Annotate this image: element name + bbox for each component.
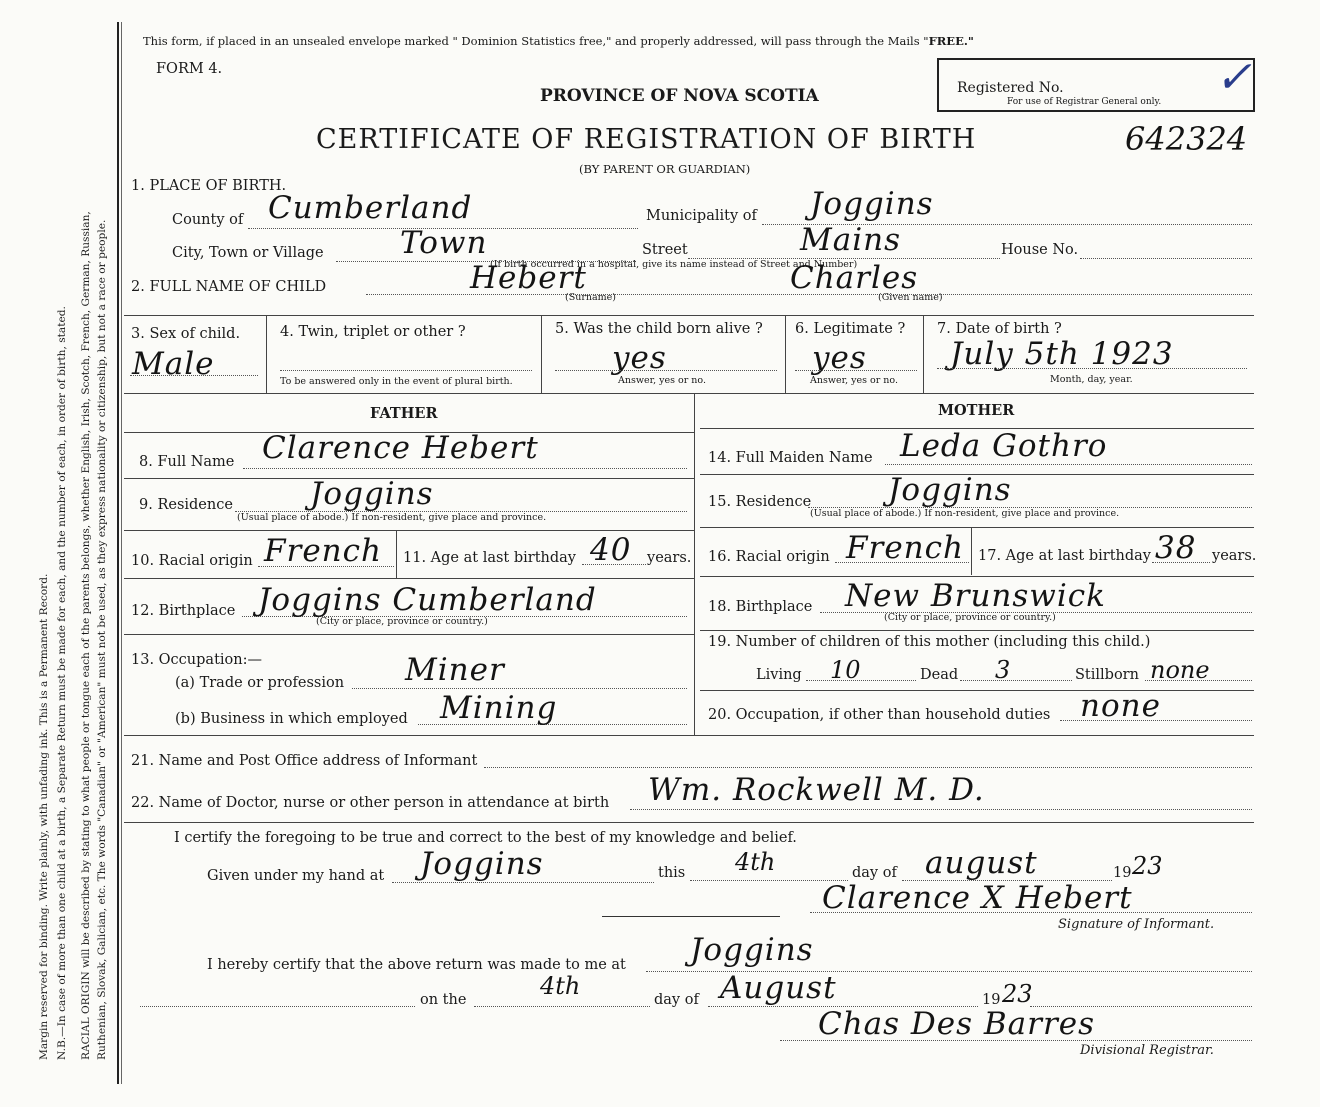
mother-age-value: 38 xyxy=(1155,530,1197,566)
twin-label: 4. Twin, triplet or other ? xyxy=(280,324,466,340)
father-race-value: French xyxy=(264,533,382,569)
page-title: CERTIFICATE OF REGISTRATION OF BIRTH xyxy=(316,124,977,155)
mother-birthplace-note: (City or place, province or country.) xyxy=(884,612,1056,623)
mother-name-value: Leda Gothro xyxy=(900,428,1108,464)
living-value: 10 xyxy=(830,656,861,684)
margin-note-3: RACIAL ORIGIN will be described by stating to what people or tongue each of the parents belongs, whether English, Irish, Scotch, French, German, Russian, xyxy=(80,211,92,1060)
legitimate-label: 6. Legitimate ? xyxy=(795,321,906,337)
registered-no-box xyxy=(937,52,1255,112)
born-alive-label: 5. Was the child born alive ? xyxy=(555,321,763,337)
registrar-year-value: 23 xyxy=(1002,980,1033,1008)
margin-note-4: Ruthenian, Slovak, Galician, etc. The words "Canadian" or "American" must not be used, as they express nationality or citizenship, but not a race or people. xyxy=(96,219,108,1060)
father-business-label: (b) Business in which employed xyxy=(175,711,408,727)
father-birthplace-note: (City or place, province or country.) xyxy=(316,616,488,627)
registered-no-label: Registered No. xyxy=(957,80,1064,96)
father-occupation-label: 13. Occupation:— xyxy=(131,652,262,668)
sex-value: Male xyxy=(132,346,215,382)
mother-residence-value: Joggins xyxy=(888,472,1012,508)
twin-note: To be answered only in the event of plural birth. xyxy=(280,376,513,387)
registrar-year-prefix: 19 xyxy=(982,992,1001,1008)
registrar-signature: Chas Des Barres xyxy=(818,1006,1096,1042)
city-value: Town xyxy=(400,225,488,261)
given-year-value: 23 xyxy=(1132,852,1163,880)
house-no-label: House No. xyxy=(1001,242,1079,258)
mother-race-label: 16. Racial origin xyxy=(708,549,830,565)
registrar-title: Divisional Registrar. xyxy=(1080,1043,1214,1058)
registrar-statement: I hereby certify that the above return was made to me at xyxy=(207,957,626,973)
place-of-birth-label: 1. PLACE OF BIRTH. xyxy=(131,178,287,194)
father-birthplace-label: 12. Birthplace xyxy=(131,603,236,619)
margin-rule xyxy=(117,22,119,1084)
street-label: Street xyxy=(642,242,688,258)
mother-age-label: 17. Age at last birthday xyxy=(978,548,1151,564)
certify-statement: I certify the foregoing to be true and correct to the best of my knowledge and belief. xyxy=(174,830,797,846)
doctor-value: Wm. Rockwell M. D. xyxy=(648,772,985,808)
check-mark-icon: ✓ xyxy=(1215,52,1252,103)
father-trade-label: (a) Trade or profession xyxy=(175,675,345,691)
living-label: Living xyxy=(756,667,802,683)
city-label: City, Town or Village xyxy=(172,245,324,261)
father-birthplace-value: Joggins Cumberland xyxy=(258,582,597,618)
date-note: Month, day, year. xyxy=(1050,374,1133,385)
given-place-value: Joggins xyxy=(420,846,544,882)
doctor-label: 22. Name of Doctor, nurse or other person in attendance at birth xyxy=(131,795,610,811)
legitimate-note: Answer, yes or no. xyxy=(810,375,899,386)
father-name-label: 8. Full Name xyxy=(139,454,235,470)
father-age-label: 11. Age at last birthday xyxy=(403,550,576,566)
municipality-value: Joggins xyxy=(810,186,934,222)
registrar-day-value: 4th xyxy=(540,972,581,1000)
surname-note: (Surname) xyxy=(565,292,616,303)
mother-race-value: French xyxy=(846,530,964,566)
dead-label: Dead xyxy=(920,667,959,683)
date-of-birth-label: 7. Date of birth ? xyxy=(937,321,1062,337)
province: PROVINCE OF NOVA SCOTIA xyxy=(540,86,819,106)
father-business-value: Mining xyxy=(440,690,558,726)
county-value: Cumberland xyxy=(268,190,473,226)
father-residence-label: 9. Residence xyxy=(139,497,233,513)
given-name-note: (Given name) xyxy=(878,292,943,303)
mother-residence-label: 15. Residence xyxy=(708,494,812,510)
dead-value: 3 xyxy=(995,656,1011,684)
child-name-label: 2. FULL NAME OF CHILD xyxy=(131,279,327,295)
given-under-label: Given under my hand at xyxy=(207,868,385,884)
mother-birthplace-label: 18. Birthplace xyxy=(708,599,813,615)
father-heading: FATHER xyxy=(370,405,438,422)
born-alive-note: Answer, yes or no. xyxy=(618,375,707,386)
registrar-month-value: August xyxy=(720,970,837,1006)
date-of-birth-value: July 5th 1923 xyxy=(950,336,1174,372)
hospital-note: (If birth occurred in a hospital, give its name instead of Street and Number) xyxy=(490,259,858,270)
father-residence-value: Joggins xyxy=(310,476,434,512)
mother-heading: MOTHER xyxy=(938,402,1015,419)
day-of-label: day of xyxy=(852,865,897,881)
sex-label: 3. Sex of child. xyxy=(131,326,241,342)
given-month-value: august xyxy=(925,845,1038,881)
father-race-label: 10. Racial origin xyxy=(131,553,253,569)
informant-signature: Clarence X Hebert xyxy=(822,880,1133,916)
year-prefix: 19 xyxy=(1113,865,1132,881)
mother-occupation-value: none xyxy=(1080,688,1161,724)
mother-occupation-label: 20. Occupation, if other than household duties xyxy=(708,707,1051,723)
margin-note-2: N.B.—In case of more than one child at a birth, a Separate Return must be made for each, and the number of each, in order of birth, stated. xyxy=(56,306,68,1060)
legitimate-value: yes xyxy=(812,340,867,376)
mother-name-label: 14. Full Maiden Name xyxy=(708,450,873,466)
given-day-value: 4th xyxy=(735,848,776,876)
mother-years-label: years. xyxy=(1212,548,1257,564)
registrar-day-of-label: day of xyxy=(654,992,699,1008)
father-age-value: 40 xyxy=(590,532,632,568)
street-value: Mains xyxy=(800,222,902,258)
subtitle: (BY PARENT OR GUARDIAN) xyxy=(579,162,751,176)
county-label: County of xyxy=(172,212,244,228)
on-the-label: on the xyxy=(420,992,467,1008)
mail-notice: This form, if placed in an unsealed envelope marked " Dominion Statistics free," and properly addressed, will pass through the Mails "FREE." xyxy=(143,34,974,48)
informant-label: 21. Name and Post Office address of Informant xyxy=(131,753,478,769)
margin-rule-inner xyxy=(121,22,122,1084)
father-trade-value: Miner xyxy=(405,652,505,688)
form-number: FORM 4. xyxy=(156,61,223,77)
father-residence-note: (Usual place of abode.) If non-resident, give place and province. xyxy=(237,512,547,523)
child-surname: Hebert xyxy=(470,260,587,296)
mother-birthplace-value: New Brunswick xyxy=(845,578,1106,614)
children-count-label: 19. Number of children of this mother (including this child.) xyxy=(708,634,1151,650)
stillborn-value: none xyxy=(1150,656,1210,684)
father-years-label: years. xyxy=(647,550,692,566)
registered-no-sub: For use of Registrar General only. xyxy=(1007,97,1162,107)
child-given-name: Charles xyxy=(790,260,919,296)
certificate-number: 642324 xyxy=(1125,120,1248,158)
margin-note-1: Margin reserved for binding. Write plainly, with unfading ink. This is a Permanent Record. xyxy=(38,573,50,1060)
born-alive-value: yes xyxy=(612,340,667,376)
municipality-label: Municipality of xyxy=(646,208,757,224)
stillborn-label: Stillborn xyxy=(1075,667,1139,683)
this-label: this xyxy=(658,865,686,881)
signature-label: Signature of Informant. xyxy=(1058,917,1215,932)
father-name-value: Clarence Hebert xyxy=(262,430,539,466)
mother-residence-note: (Usual place of abode.) If non-resident, give place and province. xyxy=(810,508,1120,519)
registrar-place-value: Joggins xyxy=(690,932,814,968)
